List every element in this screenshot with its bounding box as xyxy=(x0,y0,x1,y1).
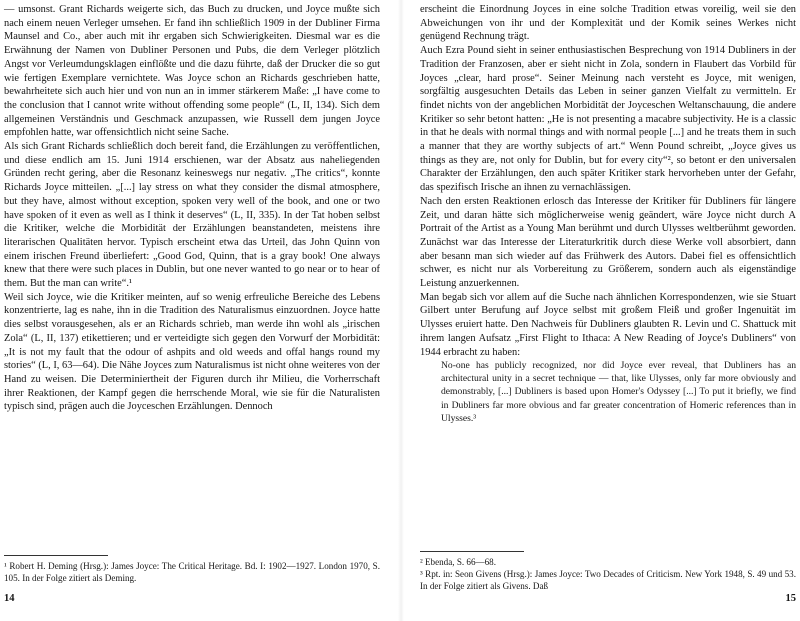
paragraph: Auch Ezra Pound sieht in seiner enthusiastischen Besprechung von 1914 Dubliners in der Tradition der Franzosen, aber er sieht nicht in Zola, sondern in Flaubert das Vorbild für Joyces „clear, hard prose“. Seiner Meinung nach versteht es Joyce, mit wenigen, sorgfältig ausgesuchten Details das Leben in seiner ganzen Vielfalt zu vermitteln. Er findet nichts von der angeblichen Morbidität der Joyceschen Weltanschauung, die andere Kritiker so sehr betont hatten: „He is not presenting a macabre subjectivity. He is a classic in that he deals with normal things and with normal people [...] and he treats them in such a manner that they are worthy subjects of art.“ Wenn Pound schreibt, „Joyce gives us things as they are, not only for Dublin, but for every city“², so betont er den universalen Charakter der Erzählungen, den auch später Kritiker stark hervorheben unter der Gefahr, das spezifisch Irische an ihnen zu vernachlässigen. xyxy=(420,45,796,194)
page-number: 15 xyxy=(785,593,796,604)
paragraph: — umsonst. Grant Richards weigerte sich, das Buch zu drucken, und Joyce mußte sich nach einem neuen Verleger umsehen. Er fand ihn schließlich 1909 in der Dubliner Firma Maunsel and Co., aber auch mit ihr ergaben sich Schwierigkeiten. Diesmal war es die Erwähnung der Namen von Dubliner Personen und Pubs, die dem Verleger plötzlich Angst vor Verleumdungsklagen einflößte und die dazu führte, daß der Drucker die so gut wie fertigen Exemplare vernichtete. Was Joyce schon an Richards geschrieben hatte, bewahrheitete sich auch hier und von nun an in immer stärkerem Maße: „I have come to the conclusion that I cannot write without offending some people“ (L, II, 134). Sich dem allgemeinen Verständnis und Geschmack anzupassen, wie Russell dem jungen Joyce empfohlen hatte, war offensichtlich nicht seine Sache. xyxy=(4,4,380,139)
left-footnotes xyxy=(4,555,380,584)
right-footnotes xyxy=(420,551,796,592)
right-page xyxy=(420,3,796,615)
page-number: 14 xyxy=(4,593,15,604)
paragraph: erscheint die Einordnung Joyces in eine solche Tradition etwas voreilig, weil sie den Abweichungen von ihr und der Komplexität und der Komik seines Werkes nicht genügend Rechnung trägt. xyxy=(420,4,796,43)
footnote: ² Ebenda, S. 66—68. xyxy=(420,557,496,567)
left-page xyxy=(4,3,380,615)
book-gutter xyxy=(398,0,404,621)
paragraph: Man begab sich vor allem auf die Suche nach ähnlichen Korrespondenzen, wie sie Stuart Gilbert unter Berufung auf Joyce selbst mit großem Fleiß und großer Ingenuität im Ulysses eruiert hatte. Den Nachweis für Dubliners glaubten R. Levin und C. Shattuck mit ihrem langen Aufsatz „First Flight to Ithaca: A New Reading of Joyce's Dubliners“ von 1944 erbracht zu haben: xyxy=(420,291,796,358)
paragraph: Weil sich Joyce, wie die Kritiker meinten, auf so wenig erfreuliche Bereiche des Lebens konzentrierte, lag es nahe, ihn in die Tradition des Naturalismus einzuordnen. Joyce hatte dies selbst vorausgesehen, als er an Richards schrieb, man werde ihn wohl als „irischen Zola“ (L, II, 137) etikettieren; und er verteidigte sich gegen den Vorwurf der Morbidität: „It is not my fault that the odour of ashpits and old weeds and offal hangs round my stories“ (L, I, 63—64). Die Nähe Joyces zum Naturalismus ist nicht ohne weiteres von der Hand zu weisen. Die Determiniertheit der Figuren durch ihr Milieu, die Vorherrschaft ihrer Reaktionen, der Kampf gegen die herrschende Moral, wie sie für die Naturalisten typisch sind, prägen auch die Joyceschen Erzählungen. Dennoch xyxy=(4,291,380,413)
paragraph: Nach den ersten Reaktionen erlosch das Interesse der Kritiker für Dubliners für längere Zeit, und daran hätte sich möglicherweise wenig geändert, wäre Joyce nicht durch A Portrait of the Artist as a Young Man berühmt und durch Ulysses weltberühmt geworden. Zunächst war das Interesse der Literaturkritik durch diese Werke voll absorbiert, dann aber besann man sich wieder auf das Frühwerk des Autors. Dabei fiel es offensichtlich schwer, es nicht nur als Vorbereitung zu Größerem, sondern auch als eigenständige Leistung anzuerkennen. xyxy=(420,195,796,290)
footnote-rule xyxy=(420,551,524,552)
paragraph: Als sich Grant Richards schließlich doch bereit fand, die Erzählungen zu veröffentlichen, und diese endlich am 15. Juni 1914 erschienen, war der Absatz aus naheliegenden Gründen recht gering, aber die Resonanz keineswegs nur negativ. „The critics“, konnte Richards Joyce mitteilen. „[...] lay stress on what they consider the dismal atmosphere, but they have, almost without exception, spoken very well of the book, and one or two have spoken of it even as well as I think it deserves“ (L, II, 335). In der Tat hoben selbst die Kritiker, welche die Morbidität der Erzählungen beanstandeten, meistens ihre literarischen Qualitäten hervor. Typisch erscheint etwa das Urteil, das John Quinn von einem irischen Freund überliefert: „Good God, Quinn, that is a gray book! One always knew that there were such places in Dublin, but one never wanted to go near or to hear of them. But the man can write“.¹ xyxy=(4,141,380,290)
left-page-body xyxy=(4,3,380,414)
footnote: ³ Rpt. in: Seon Givens (Hrsg.): James Joyce: Two Decades of Criticism. New York 1948, S. 49 und 53. In der Folge zitiert als Givens. Daß xyxy=(420,569,796,591)
footnote-rule xyxy=(4,555,108,556)
block-quote: No-one has publicly recognized, nor did Joyce ever reveal, that Dubliners has an architectural unity in a secret technique — that, like Ulysses, only far more obviously and demonstrably, [...] Dubliners is based upon Homer's Odyssey [...] To put it briefly, we find in Dubliners far more obvious and far greater concentration of Homeric references than in Ulysses.³ xyxy=(441,360,796,424)
right-page-body xyxy=(420,3,796,425)
footnote: ¹ Robert H. Deming (Hrsg.): James Joyce: The Critical Heritage. Bd. I: 1902—1927. London 1970, S. 105. In der Folge zitiert als Deming. xyxy=(4,561,380,583)
